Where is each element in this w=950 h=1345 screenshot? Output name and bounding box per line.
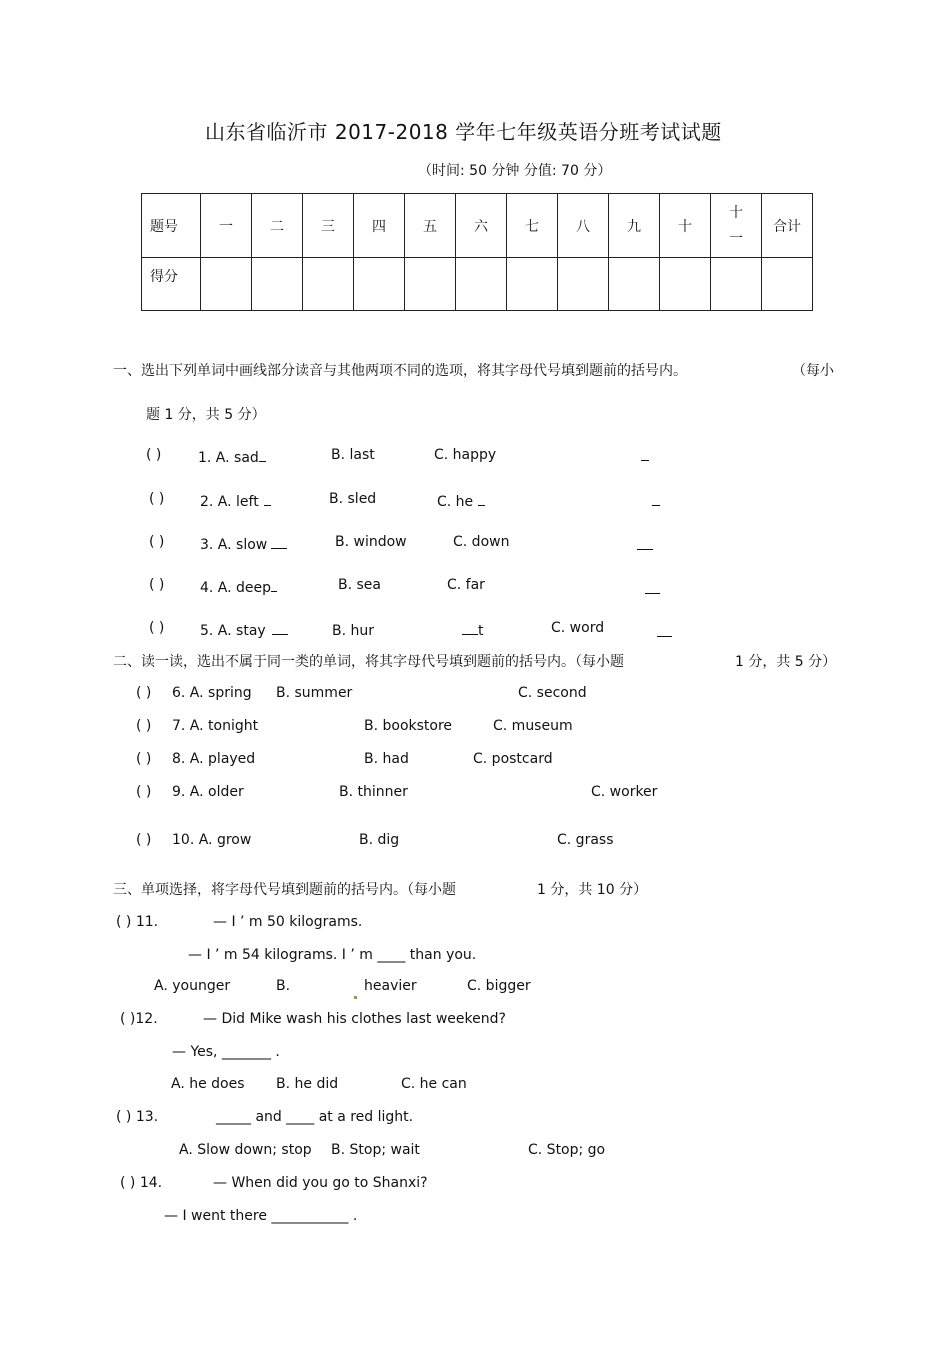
- option-a: [200, 491, 271, 510]
- option-c: C. bigger: [467, 978, 531, 994]
- underline: [271, 534, 287, 549]
- option-a: A. he does: [171, 1076, 245, 1092]
- underline: [645, 593, 660, 594]
- section3-heading: 三、单项选择，将字母代号填到题前的括号内。（每小题: [113, 882, 456, 898]
- option-a-text: 1. A. sad: [198, 450, 259, 466]
- score-cell[interactable]: [762, 258, 813, 311]
- option-a: 7. A. tonight: [172, 718, 259, 734]
- score-cell[interactable]: [252, 258, 303, 311]
- option-b: B. had: [364, 751, 409, 767]
- option-a: [200, 620, 288, 639]
- underline: [657, 636, 672, 637]
- table-header-cell: [711, 194, 762, 258]
- table-header-cell: 一: [201, 194, 252, 258]
- answer-paren[interactable]: ( ) 13.: [116, 1109, 159, 1125]
- option-b-text: B. hur: [332, 623, 375, 639]
- table-header-cell-top: 十: [729, 204, 743, 221]
- underline: [462, 620, 478, 635]
- table-header-cell: 合计: [762, 194, 813, 258]
- option-c: C. word: [551, 620, 605, 636]
- table-header-cell: 十: [660, 194, 711, 258]
- option-c: C. Stop; go: [528, 1142, 606, 1158]
- section2-heading-right: 1 分，共 5 分）: [735, 654, 837, 670]
- option-c: [437, 491, 485, 510]
- table-header-cell: 九: [609, 194, 660, 258]
- option-b: B. dig: [359, 832, 400, 848]
- option-c: C. down: [453, 534, 510, 550]
- score-cell[interactable]: [201, 258, 252, 311]
- option-b-tail: t: [478, 623, 484, 639]
- option-c: C. he can: [401, 1076, 467, 1092]
- option-a: [200, 534, 287, 553]
- mark-dot: [354, 987, 357, 1006]
- answer-paren[interactable]: ( ) 11.: [116, 914, 159, 930]
- answer-paren[interactable]: ( ) 14.: [120, 1175, 163, 1191]
- answer-paren[interactable]: ( ): [149, 577, 165, 593]
- question-line: _____ and ____ at a red light.: [216, 1109, 414, 1125]
- option-b: B. sled: [329, 491, 377, 507]
- underline: [641, 460, 649, 461]
- option-a: A. younger: [154, 978, 231, 994]
- option-b: B.: [276, 978, 291, 994]
- option-a-text: 3. A. slow: [200, 537, 268, 553]
- option-a: 6. A. spring: [172, 685, 252, 701]
- option-c: C. far: [447, 577, 485, 593]
- answer-paren[interactable]: ( ): [146, 447, 162, 463]
- option-a: 10. A. grow: [172, 832, 252, 848]
- section1-heading-right: （每小: [792, 363, 834, 379]
- option-c: C. worker: [591, 784, 658, 800]
- table-header-cell: 六: [456, 194, 507, 258]
- section2-heading: 二、读一读，选出不属于同一类的单词，将其字母代号填到题前的括号内。（每小题: [113, 654, 624, 670]
- option-b: B. bookstore: [364, 718, 453, 734]
- score-cell[interactable]: [405, 258, 456, 311]
- table-header-cell: 五: [405, 194, 456, 258]
- option-b: [332, 620, 484, 639]
- option-c-text: C. he: [437, 494, 474, 510]
- table-header-cell: 七: [507, 194, 558, 258]
- section3-heading-right: 1 分，共 10 分）: [537, 882, 648, 898]
- option-b: B. he did: [276, 1076, 339, 1092]
- table-header-cell: 二: [252, 194, 303, 258]
- option-c: C. museum: [493, 718, 573, 734]
- table-header-cell: 题号: [142, 194, 201, 258]
- question-line: — I ’ m 50 kilograms.: [213, 914, 363, 930]
- answer-paren[interactable]: ( )12.: [120, 1011, 158, 1027]
- score-table-score-row: [142, 258, 813, 311]
- score-cell[interactable]: [660, 258, 711, 311]
- option-b: B. thinner: [339, 784, 408, 800]
- table-header-cell-bottom: 一: [729, 230, 743, 247]
- answer-paren[interactable]: ( ): [136, 832, 152, 848]
- score-cell[interactable]: [558, 258, 609, 311]
- answer-paren[interactable]: ( ): [149, 491, 165, 507]
- score-cell[interactable]: [354, 258, 405, 311]
- underline: [272, 620, 288, 635]
- option-b: B. window: [335, 534, 407, 550]
- option-a: [200, 577, 277, 596]
- option-c: C. grass: [557, 832, 614, 848]
- question-line: — Did Mike wash his clothes last weekend?: [203, 1011, 506, 1027]
- score-cell[interactable]: [456, 258, 507, 311]
- answer-paren[interactable]: ( ): [136, 685, 152, 701]
- table-header-cell: 三: [303, 194, 354, 258]
- section1-heading-cont: 题 1 分，共 5 分）: [146, 407, 266, 423]
- table-header-cell: 四: [354, 194, 405, 258]
- answer-paren[interactable]: ( ): [136, 751, 152, 767]
- option-a-text: 4. A. deep: [200, 580, 272, 596]
- underline: [637, 549, 653, 550]
- question-line: — When did you go to Shanxi?: [213, 1175, 428, 1191]
- underline: [271, 577, 277, 592]
- option-b: B. summer: [276, 685, 353, 701]
- answer-paren[interactable]: ( ): [136, 784, 152, 800]
- underline: [264, 491, 271, 506]
- option-a-text: 2. A. left: [200, 494, 259, 510]
- option-c: C. second: [518, 685, 587, 701]
- score-cell[interactable]: [711, 258, 762, 311]
- section1-heading: 一、选出下列单词中画线部分读音与其他两项不同的选项，将其字母代号填到题前的括号内。: [113, 363, 687, 379]
- underline: [478, 491, 485, 506]
- option-b: B. Stop; wait: [331, 1142, 420, 1158]
- question-line: — I ’ m 54 kilograms. I ’ m ____ than you.: [188, 947, 477, 963]
- question-line: — Yes, _______ .: [172, 1044, 280, 1060]
- option-c: C. happy: [434, 447, 497, 463]
- option-b: B. sea: [338, 577, 381, 593]
- option-a: 9. A. older: [172, 784, 244, 800]
- option-c: C. postcard: [473, 751, 553, 767]
- option-a-text: 5. A. stay: [200, 623, 266, 639]
- option-a: [198, 447, 266, 466]
- answer-paren[interactable]: ( ): [136, 718, 152, 734]
- score-cell[interactable]: [507, 258, 558, 311]
- exam-info: （时间: 50 分钟 分值: 70 分）: [418, 163, 612, 179]
- score-table-header-row: [142, 194, 813, 258]
- answer-paren[interactable]: ( ): [149, 534, 165, 550]
- question-line: — I went there ___________ .: [164, 1208, 358, 1224]
- score-row-label: 得分: [142, 258, 201, 311]
- option-a: A. Slow down; stop: [179, 1142, 312, 1158]
- option-b-text: heavier: [364, 978, 417, 994]
- option-a: 8. A. played: [172, 751, 256, 767]
- table-header-cell: 八: [558, 194, 609, 258]
- score-table: [141, 193, 813, 311]
- score-cell[interactable]: [303, 258, 354, 311]
- underline: [259, 447, 266, 462]
- underline: [652, 505, 660, 506]
- page-title: 山东省临沂市 2017-2018 学年七年级英语分班考试试题: [205, 120, 722, 144]
- option-b: B. last: [331, 447, 375, 463]
- answer-paren[interactable]: ( ): [149, 620, 165, 636]
- score-cell[interactable]: [609, 258, 660, 311]
